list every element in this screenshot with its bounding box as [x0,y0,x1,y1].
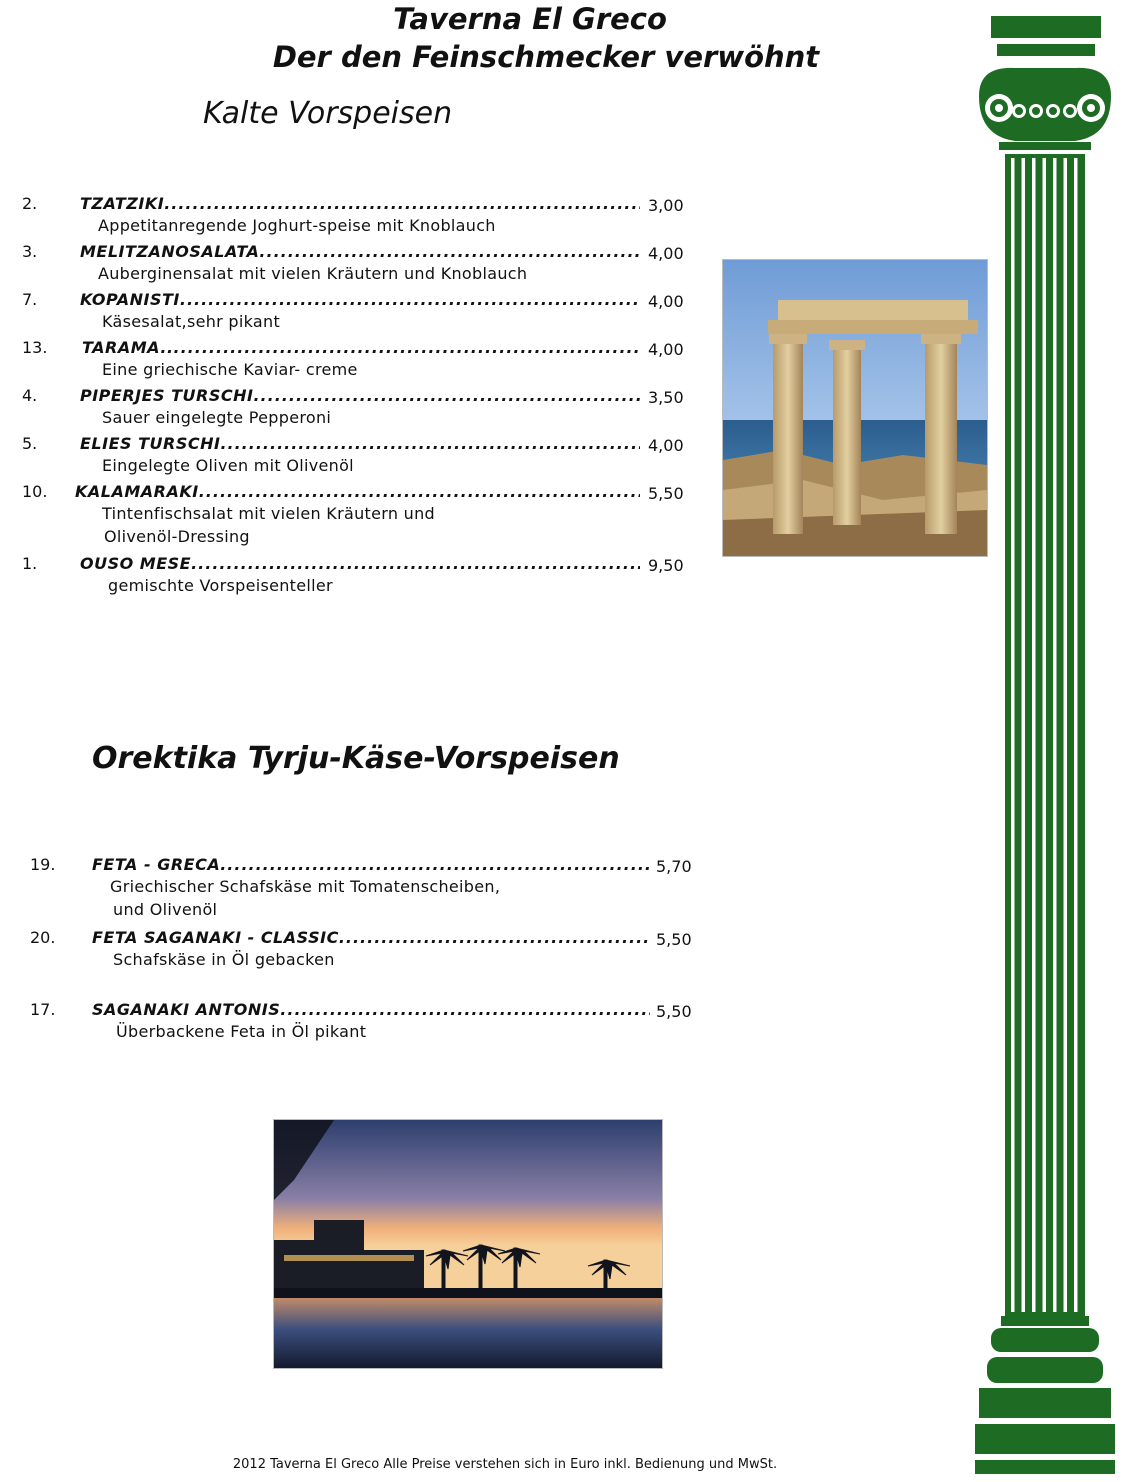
item-name-line [80,386,640,405]
item-description: Appetitanregende Joghurt-speise mit Knoblauch [98,216,496,235]
item-number: 5. [22,434,38,453]
item-price: 5,70 [656,857,692,876]
item-name-line [82,338,640,357]
item-name-line [92,855,650,874]
section-title-kalte-vorspeisen: Kalte Vorspeisen [203,96,453,131]
section-title-kaese-vorspeisen: Orektika Tyrju-Käse-Vorspeisen [92,741,620,776]
dot-leader [174,338,640,357]
item-number: 19. [30,855,56,874]
item-name: KOPANISTI [80,290,180,309]
item-price: 4,00 [648,244,684,263]
menu-item [0,1000,720,1022]
item-description: Olivenöl-Dressing [104,527,250,546]
item-description: Auberginensalat mit vielen Kräutern und Knoblauch [98,264,528,283]
item-description: Eine griechische Kaviar- creme [102,360,358,379]
dot-leader [191,554,640,573]
item-name: TZATZIKI [80,194,165,213]
item-description: Käsesalat,sehr pikant [102,312,281,331]
item-price: 4,00 [648,436,684,455]
menu-item [0,434,720,456]
item-name-line [80,290,640,309]
dot-leader [220,434,640,453]
dot-leader [280,1000,650,1019]
item-number: 20. [30,928,56,947]
dot-leader [199,482,640,501]
menu-item [0,482,720,504]
item-name: FETA - GRECA [92,855,221,874]
dot-leader [220,855,650,874]
item-number: 4. [22,386,38,405]
dot-leader [339,928,650,947]
item-name: ELIES TURSCHI [80,434,221,453]
menu-item [0,855,720,877]
item-price: 9,50 [648,556,684,575]
dot-leader [259,242,640,261]
item-name: PIPERJES TURSCHI [80,386,254,405]
menu-item [0,554,720,576]
item-name-line [80,194,640,213]
menu-item [0,242,720,264]
item-description: Überbackene Feta in Öl pikant [116,1022,367,1041]
item-description: Griechischer Schafskäse mit Tomatenscheiben, [110,877,501,896]
item-description: Sauer eingelegte Pepperoni [102,408,332,427]
menu-item [0,194,720,216]
item-name: KALAMARAKI [75,482,199,501]
greek-column-icon [975,16,1115,1478]
item-description: Schafskäse in Öl gebacken [113,950,335,969]
sunset-pool-photo [273,1119,663,1369]
ancient-ruins-photo [722,259,988,557]
dot-leader [253,386,640,405]
item-price: 3,50 [648,388,684,407]
item-number: 17. [30,1000,56,1019]
item-name-line [80,554,640,573]
item-description: und Olivenöl [113,900,218,919]
restaurant-slogan: Der den Feinschmecker verwöhnt [272,40,820,74]
item-name: MELITZANOSALATA [80,242,260,261]
menu-item [0,386,720,408]
item-description: Tintenfischsalat mit vielen Kräutern und [102,504,435,523]
item-price: 5,50 [656,930,692,949]
item-description: Eingelegte Oliven mit Olivenöl [102,456,354,475]
item-name-line [92,1000,650,1019]
item-name-line [92,928,650,947]
item-name-line [75,482,640,501]
item-description: gemischte Vorspeisenteller [108,576,333,595]
item-name-line [80,434,640,453]
item-number: 13. [22,338,48,357]
item-number: 3. [22,242,38,261]
dot-leader [164,194,640,213]
menu-item [0,928,720,950]
item-name: TARAMA.. [82,338,174,357]
item-number: 7. [22,290,38,309]
footer-note: 2012 Taverna El Greco Alle Preise verstehen sich in Euro inkl. Bedienung und MwSt. [232,1457,778,1472]
item-number: 10. [22,482,48,501]
item-price: 3,00 [648,196,684,215]
menu-item [0,338,720,360]
menu-item [0,290,720,312]
item-price: 4,00 [648,292,684,311]
dot-leader [180,290,640,309]
item-number: 2. [22,194,38,213]
restaurant-title: Taverna El Greco [393,2,667,36]
item-number: 1. [22,554,38,573]
item-name: FETA SAGANAKI - CLASSIC [92,928,339,947]
item-price: 5,50 [648,484,684,503]
item-name: OUSO MESE [80,554,192,573]
item-price: 4,00 [648,340,684,359]
item-price: 5,50 [656,1002,692,1021]
item-name: SAGANAKI ANTONIS [92,1000,281,1019]
item-name-line [80,242,640,261]
